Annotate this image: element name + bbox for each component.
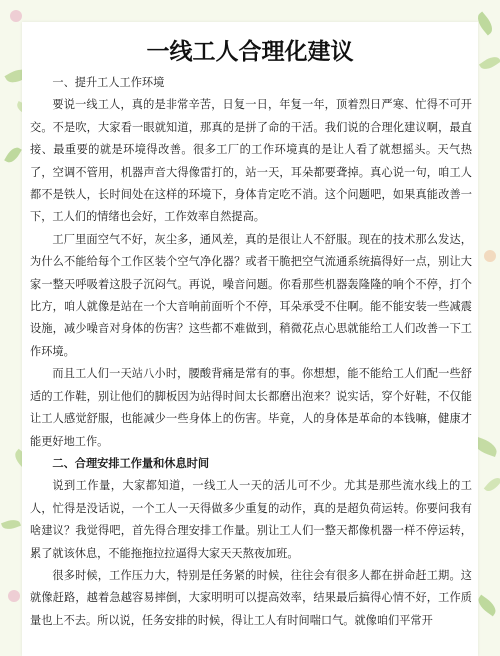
leaf-decoration — [484, 475, 500, 495]
body-paragraph: 而且工人们一天站八小时，腰酸背痛是常有的事。你想想，能不能给工人们配一些舒适的工作鞋，别让他们的脚板因为站得时间太长都磨出泡来？说实话，穿个好鞋，不仅能让工人感觉舒服，也能减少一些身体上的伤害。毕竟，人的身体是革命的本钱嘛，健康才能更好地工作。 — [30, 367, 472, 448]
document-page — [22, 22, 478, 656]
leaf-decoration — [475, 595, 499, 617]
document-body — [22, 72, 478, 632]
document-title: 一线工人合理化建议 — [146, 39, 354, 65]
flower-decoration — [10, 10, 22, 22]
leaf-decoration — [479, 53, 500, 73]
section-heading: 一、提升工人工作环境 — [52, 76, 165, 89]
body-paragraph: 要说一线工人，真的是非常辛苦，日复一日，年复一年，顶着烈日严寒、忙得不可开交。不是吹，大家看一眼就知道，那真的是拼了命的干活。我们说的合理化建议啊，最直接、最重要的就是环境得改善。很多工厂的工作环境真的是让人看了就想摇头。天气热了，空调不管用，机器声音大得像雷打的，站一天，耳朵都要聋掉。真心说一句，咱工人都不是铁人，长时间处在这样的环境下，身体肯定吃不消。这个问题吧，如果真能改善一下，工人们的情绪也会好，工作效率自然提高。 — [30, 98, 472, 224]
leaf-decoration — [4, 145, 22, 166]
section-heading: 二、合理安排工作量和休息时间 — [52, 456, 210, 470]
body-paragraph: 说到工作量，大家都知道，一线工人一天的活儿可不少。尤其是那些流水线上的工人，忙得是没话说，一个工人一天得做多少重复的动作，真的是超负荷运转。你要问我有啥建议？我觉得吧，首先得合理安排工作量。别让工人们一整天都像机器一样不停运转，累了就该休息，不能拖拖拉拉逼得大家天天熬夜加班。 — [30, 479, 472, 560]
flower-decoration — [8, 590, 20, 602]
body-paragraph: 工厂里面空气不好，灰尘多，通风差，真的是很让人不舒服。现在的技术那么发达，为什么不能给每个工作区装个空气净化器？或者干脆把空气流通系统搞得好一点，别让大家一整天呼吸着这股子沉闷气。再说，噪音问题。你看那些机器轰隆隆的响个不停，打个比方，咱人就像是站在一个大音响前面听个不停，耳朵承受不住啊。能不能安装一些减震设施，减少噪音对身体的伤害？这些都不难做到，稍微花点心思就能给工人们改善一下工作环境。 — [30, 232, 472, 358]
flower-decoration — [484, 250, 496, 262]
leaf-decoration — [1, 517, 21, 532]
body-paragraph: 很多时候，工作压力大，特别是任务紧的时候，往往会有很多人都在拼命赶工期。这就像赶路，越着急越容易摔倒，大家明明可以提高效率，结果最后搞得心情不好，工作质量也上不去。所以说，任务安排的时候，得让工人有时间喘口气。就像咱们平常开 — [30, 568, 472, 627]
